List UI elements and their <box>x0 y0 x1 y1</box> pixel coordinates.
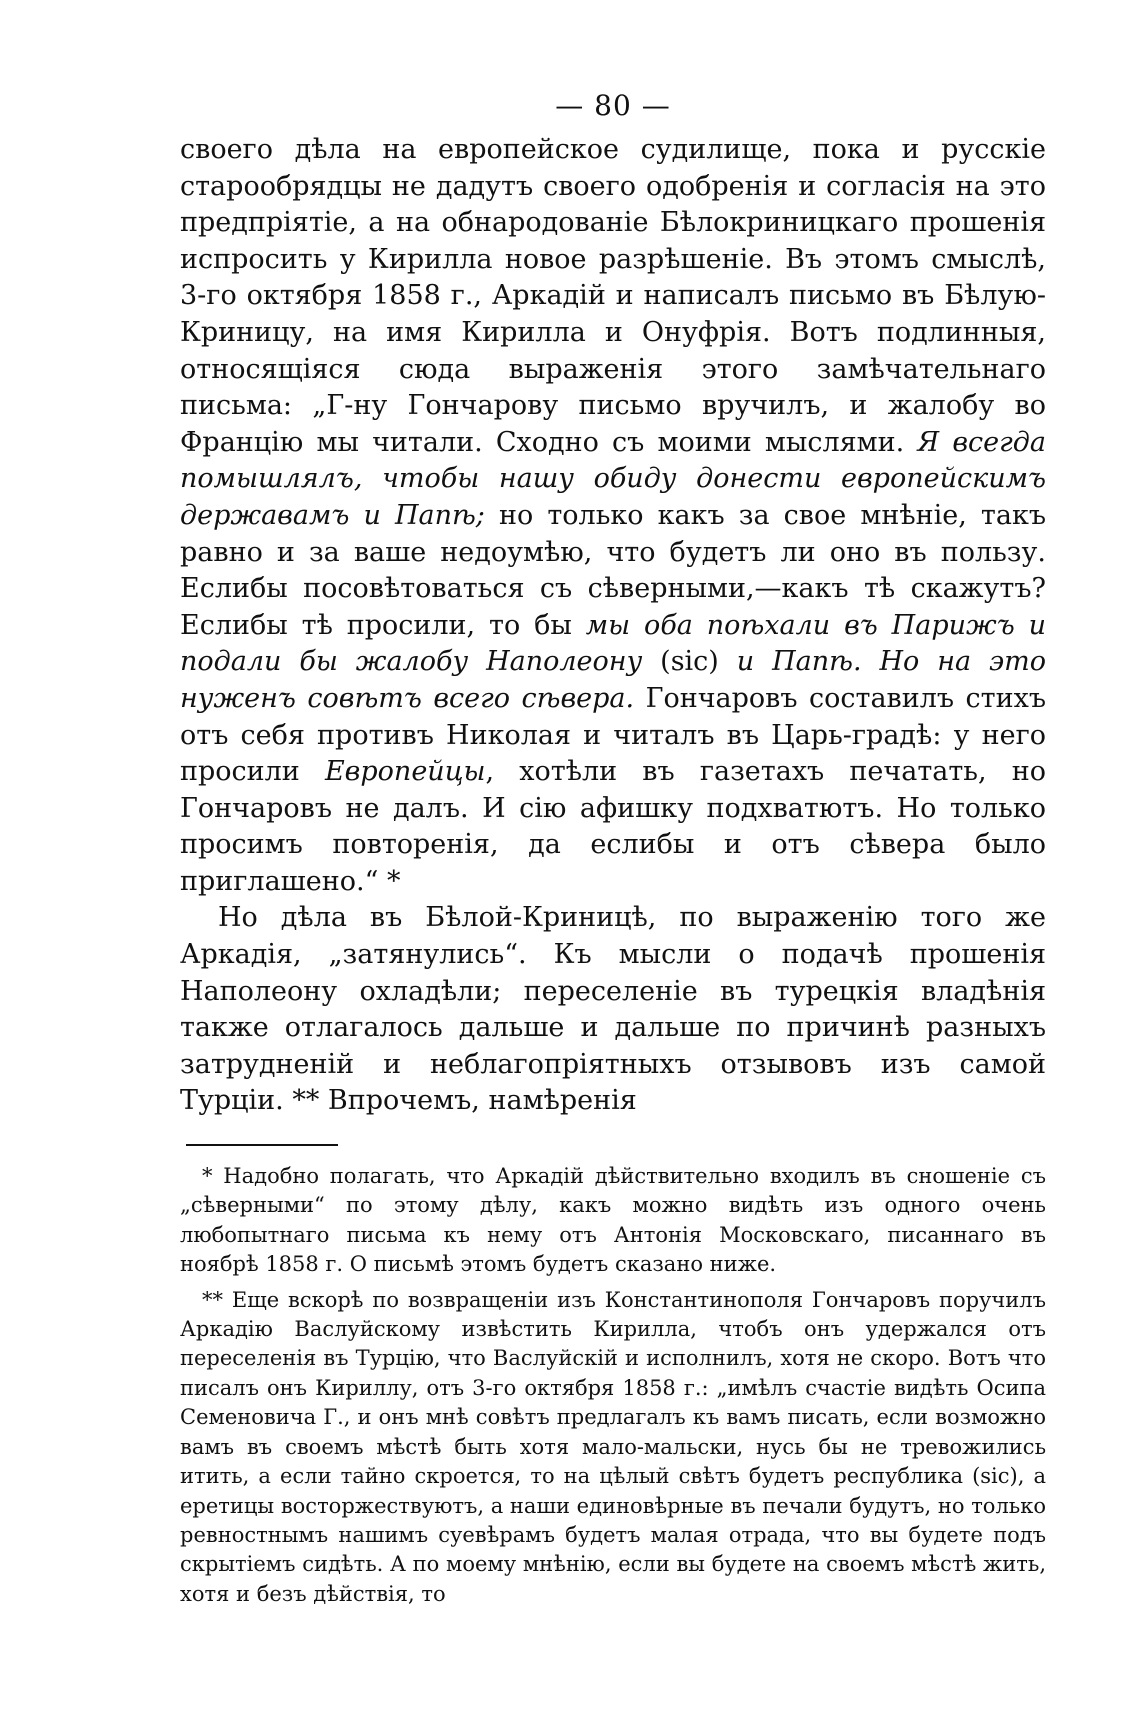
paragraph-1-italic-run: мы оба поѣхали въ Парижъ и подали бы жалобу Наполеону <box>180 609 1046 678</box>
paragraph-1 <box>180 132 1046 900</box>
paragraph-1-italic-run: и Папѣ. Но на это нуженъ совѣтъ всего сѣвера. <box>180 646 1046 714</box>
paragraph-1-run: но только какъ за свое мнѣніе, такъ равно и за ваше недоумѣю, что будетъ ли оно въ пользу. Еслибы посовѣтоваться съ сѣверными,—какъ тѣ скажутъ? Еслибы тѣ просили, то бы <box>180 499 1046 641</box>
book-page <box>180 88 1046 1688</box>
footnote-1: * Надобно полагать, что Аркадій дѣйствительно входилъ въ сношеніе съ „сѣверными“ по этому дѣлу, какъ можно видѣть изъ одного очень любопытнаго письма къ нему отъ Антонія Московскаго, писаннаго въ ноябрѣ 1858 г. О письмѣ этомъ будетъ сказано ниже. <box>180 1164 1046 1277</box>
paragraph-1-run: своего дѣла на европейское судилище, пока и русскіе старообрядцы не дадутъ своего одобренія и согласія на это предпріятіе, а на обнародованіе Бѣлокриницкаго прошенія испросить у Кирилла новое разрѣшеніе. Въ этомъ смыслѣ, 3-го октября 1858 г., Аркадій и написалъ письмо въ Бѣлую-Криницу, на имя Кирилла и Онуфрія. Вотъ подлинныя, относящіяся сюда выраженія этого замѣчательнаго письма: „Г-ну Гончарову письмо вручилъ, и жалобу во Францію мы читали. Сходно съ моими мыслями. <box>180 134 1046 458</box>
paragraph-1-run: Гончаровъ составилъ стихъ отъ себя противъ Николая и читалъ въ Царь-градѣ: у него просили <box>180 682 1046 788</box>
page-number: — 80 — <box>555 89 671 122</box>
footnotes <box>180 1162 1046 1609</box>
paragraph-1-run: (sic) <box>642 646 737 678</box>
footnote-separator <box>186 1144 338 1146</box>
paragraph-1-italic-run: Я всегда помышлялъ, чтобы нашу обиду донести европейскимъ державамъ и Папѣ; <box>180 426 1046 531</box>
footnote-2: ** Еще вскорѣ по возвращеніи изъ Константинополя Гончаровъ поручилъ Аркадію Васлуйскому извѣстить Кирилла, чтобъ онъ удержался отъ переселенія въ Турцію, что Васлуйскій и исполнилъ, хотя не скоро. Вотъ что писалъ онъ Кириллу, отъ 3-го октября 1858 г.: „имѣлъ счастіе видѣть Осипа Семеновича Г., и онъ мнѣ совѣтъ предлагалъ къ вамъ писать, если возможно вамъ въ своемъ мѣстѣ быть хотя мало-мальски, нусь бы не тревожились итить, а если тайно скроется, то на цѣлый свѣтъ будетъ республика (sic), а еретицы восторжествуютъ, а наши единовѣрные въ печали будутъ, но только ревностнымъ нашимъ суевѣрамъ будетъ малая отрада, что вы будете подъ скрытіемъ сидѣть. А по моему мнѣнію, если вы будете на своемъ мѣстѣ жить, хотя и безъ дѣйствія, то <box>180 1287 1046 1606</box>
paragraph-1-run: , хотѣли въ газетахъ печатать, но Гончаровъ не далъ. И сію афишку подхватютъ. Но только просимъ повторенія, да еслибы и отъ сѣвера было приглашено.“ * <box>180 756 1046 897</box>
paragraph-2: Но дѣла въ Бѣлой-Криницѣ, по выраженію того же Аркадія, „затянулись“. Къ мысли о подачѣ прошенія Наполеону охладѣли; переселеніе въ турецкія владѣнія также отлагалось дальше и дальше по причинѣ разныхъ затрудненій и неблагопріятныхъ отзывовъ изъ самой Турціи. ** Впрочемъ, намѣренія <box>180 902 1046 1117</box>
paragraph-1-italic-run: Европейцы <box>324 756 486 788</box>
main-text <box>180 132 1046 1120</box>
